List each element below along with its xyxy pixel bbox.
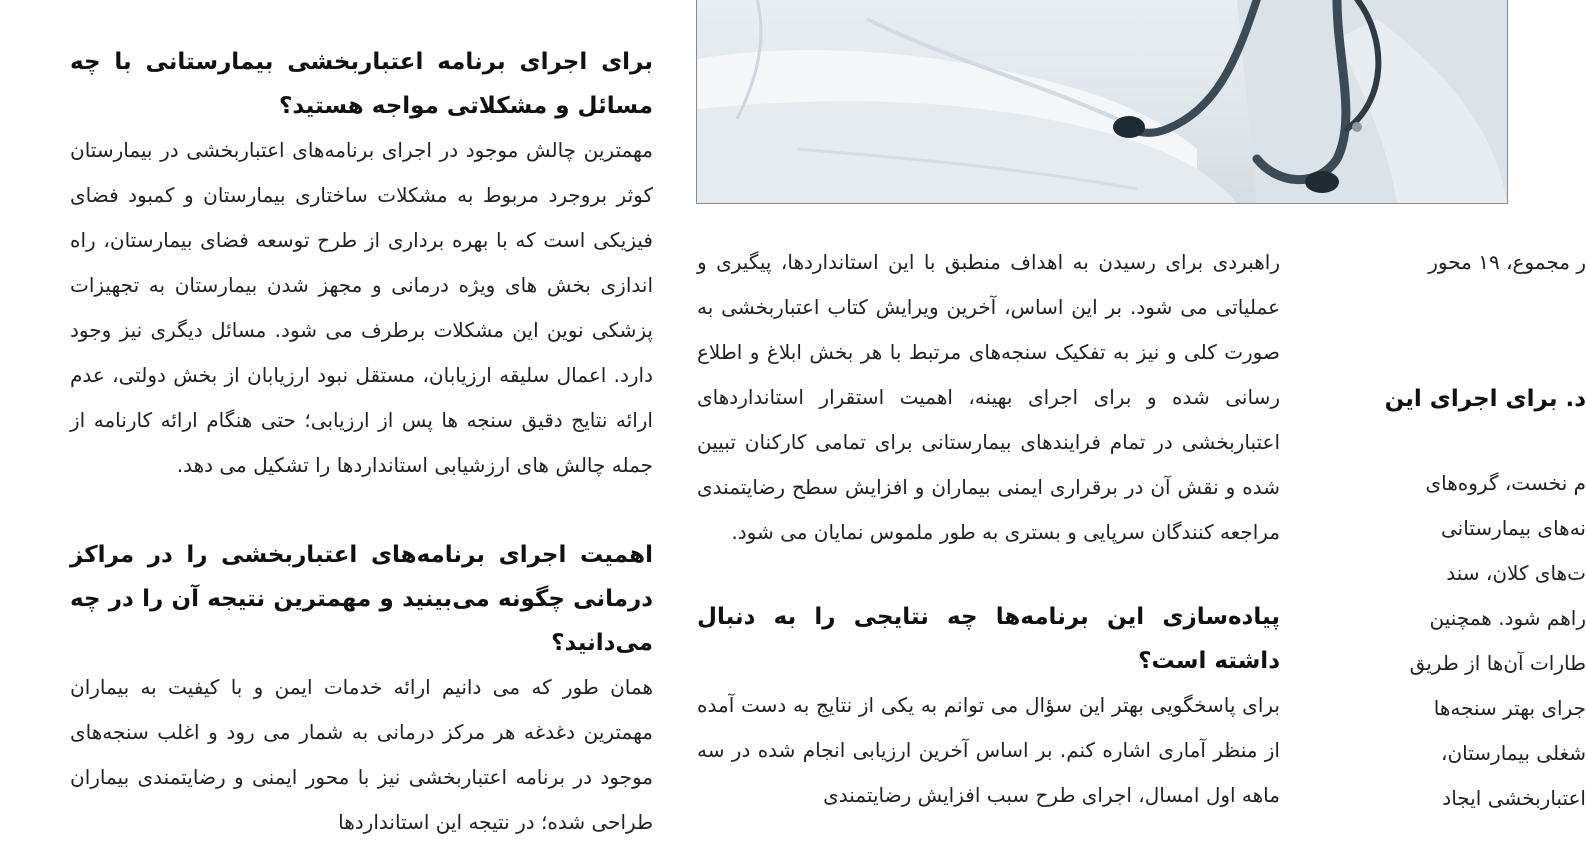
right-line: م نخست، گروه‌های bbox=[1425, 471, 1586, 495]
right-line: شغلی بیمارستان، bbox=[1441, 741, 1586, 765]
middle-paragraph-2: برای پاسخگویی بهتر این سؤال می توانم به یکی از نتایج به دست آمده از منظر آماری اشاره کنم. بر اساس آخرین ارزیابی انجام شده در سه ماهه اول امسال، اجرای طرح سبب افزایش رضایتمندی bbox=[697, 693, 1280, 807]
middle-column bbox=[697, 240, 1280, 818]
question-heading-2: اهمیت اجرای برنامه‌های اعتباربخشی را در مراکز درمانی چگونه می‌بینید و مهمترین نتیجه آن را در چه می‌دانید؟ bbox=[70, 542, 653, 656]
left-column bbox=[70, 40, 653, 845]
doctor-stethoscope-photo bbox=[696, 0, 1508, 204]
question-heading-3: پیاده‌سازی این برنامه‌ها چه نتایجی را به دنبال داشته است؟ bbox=[697, 604, 1280, 674]
right-line: طارات آن‌ها از طریق bbox=[1409, 651, 1586, 675]
right-line-1: ر مجموع، ۱۹ محور bbox=[1428, 250, 1586, 274]
right-line: نه‌های بیمارستانی bbox=[1441, 516, 1586, 540]
right-line: جرای بهتر سنجه‌ها bbox=[1433, 696, 1586, 720]
doctor-illustration bbox=[697, 0, 1507, 203]
right-column-cropped bbox=[1326, 240, 1586, 821]
answer-paragraph-1: مهمترین چالش موجود در اجرای برنامه‌های اعتباربخشی در بیمارستان کوثر بروجرد مربوط به مشکلات ساختاری بیمارستان و کمبود فضای فیزیکی است که با بهره برداری از طرح توسعه فضای بیمارستان، راه اندازی بخش های ویژه درمانی و مجهز شدن بیمارستان به تجهیزات پزشکی نوین این مشکلات برطرف می شود. مسائل دیگری نیز وجود دارد. اعمال سلیقه ارزیابان، مستقل نبود ارزیابان از بخش دولتی، عدم ارائه نتایج دقیق سنجه ها پس از ارزیابی؛ حتی هنگام ارائه کارنامه از جمله چالش های ارزشیابی استانداردها را تشکیل می دهد. bbox=[70, 138, 653, 477]
middle-paragraph-1: راهبردی برای رسیدن به اهداف منطبق با این استانداردها، پیگیری و عملیاتی می شود. بر این اساس، آخرین ویرایش کتاب اعتباربخشی به صورت کلی و نیز به تفکیک سنجه‌های مرتبط با هر بخش ابلاغ و اطلاع رسانی شده و برای اجرای بهینه، اهمیت استقرار استانداردهای اعتباربخشی در تمام فرایندهای بیمارستانی برای تمامی کارکنان تبیین شده و نقش آن در برقراری ایمنی بیماران و افزایش سطح رضایتمندی مراجعه کنندگان سرپایی و بستری به طور ملموس نمایان می شود. bbox=[697, 250, 1280, 544]
question-heading-1: برای اجرای برنامه اعتباربخشی بیمارستانی با چه مسائل و مشکلاتی مواجه هستید؟ bbox=[70, 49, 653, 119]
right-line: راهم شود. همچنین bbox=[1429, 606, 1586, 630]
right-heading: د. برای اجرای این bbox=[1384, 386, 1586, 412]
right-line: اعتباربخشی ایجاد bbox=[1442, 786, 1586, 810]
answer-paragraph-2: همان طور که می دانیم ارائه خدمات ایمن و با کیفیت به بیماران مهمترین دغدغه هر مرکز درمانی به شمار می رود و اغلب سنجه‌های موجود در برنامه اعتباربخشی نیز با محور ایمنی و رضایتمندی بیماران طراحی شده؛ در نتیجه این استانداردها bbox=[70, 675, 653, 834]
right-line: ت‌های کلان، سند bbox=[1446, 561, 1586, 585]
